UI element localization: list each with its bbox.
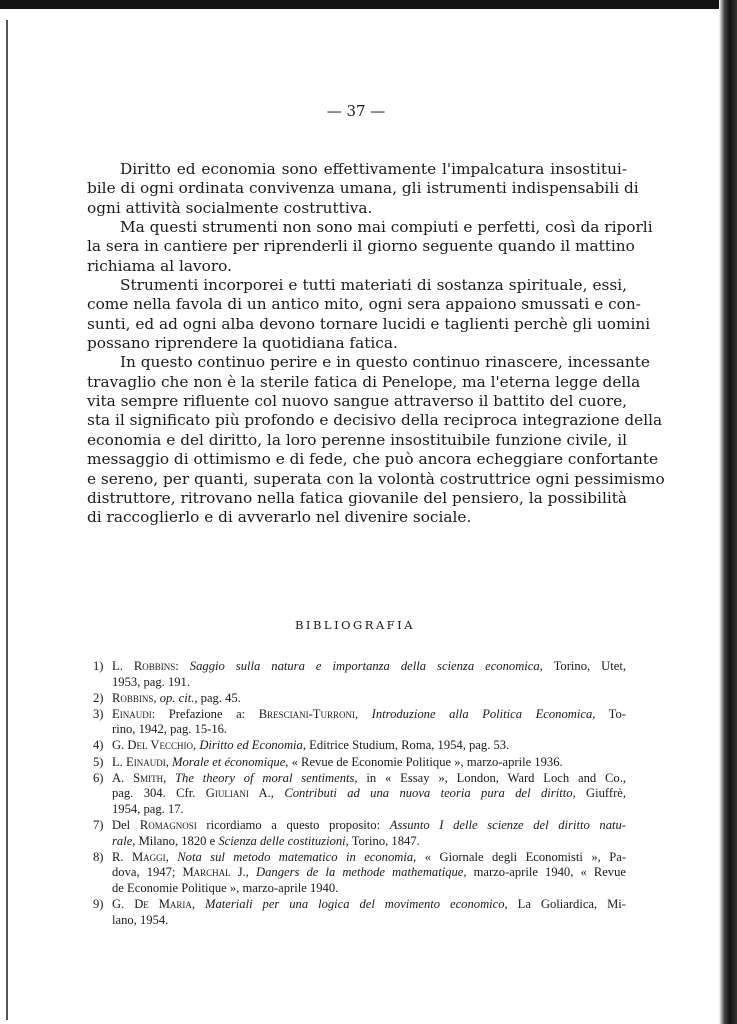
entry-text: Editrice Studium, Roma, 1954, pag. 53. — [306, 738, 510, 753]
entry-text: A., — [248, 786, 285, 801]
entry-number: 1) — [93, 659, 104, 673]
entry-line — [112, 865, 626, 881]
scan-top-border — [0, 0, 737, 9]
text-line: Strumenti incorporei e tutti materiati di sostanza spirituale, essi, — [120, 276, 627, 295]
entry-text: « Giornale degli Economisti », Pa- — [416, 849, 627, 864]
author-name: Einaudi — [126, 754, 166, 769]
entry-text: To- — [595, 706, 626, 721]
entry-line — [112, 771, 626, 787]
entry-text: dova, 1947; — [112, 865, 183, 880]
entry-line — [112, 738, 626, 754]
text-line: richiama al lavoro. — [87, 256, 232, 275]
entry-line — [112, 850, 626, 866]
author-name: Robbins — [112, 690, 154, 705]
entry-text: Del — [112, 817, 140, 832]
entry-text: de Economie Politique », marzo-aprile 1940. — [112, 880, 339, 895]
entry-text: R. — [112, 849, 132, 864]
entry-text: : — [175, 659, 190, 673]
author-name: Bresciani-Turroni — [258, 706, 355, 721]
text-line: di raccoglierlo e di avverarlo nel divenire sociale. — [87, 508, 472, 527]
bibliography-entry — [93, 707, 626, 738]
author-name: Maggi — [131, 849, 166, 864]
author-name: De Maria — [134, 896, 192, 911]
bibliography-entry — [93, 771, 626, 818]
entry-text: , — [165, 849, 178, 864]
entry-line — [112, 786, 626, 802]
title-text: Assunto I delle scienze del diritto natu- — [389, 817, 626, 832]
bibliography-entry — [93, 850, 626, 897]
text-line: e sereno, per quanti, superata con la volontà costruttrice ogni pessimismo — [87, 469, 665, 488]
entry-text: 1954, pag. 17. — [112, 801, 184, 816]
entry-text: La Goliardica, Mi- — [507, 896, 626, 911]
entry-line — [112, 818, 626, 834]
entry-text: 1953, pag. 191. — [112, 674, 191, 689]
title-text: The theory of moral sentiments, — [175, 770, 358, 785]
entry-text: rino, 1942, pag. 15-16. — [112, 722, 228, 737]
text-line: Ma questi strumenti non sono mai compiuti e perfetti, così da riporli — [120, 218, 653, 237]
entry-text: Torino, 1847. — [348, 833, 420, 848]
entry-number: 4) — [93, 738, 104, 753]
entry-text: : Prefazione a: — [151, 706, 259, 721]
entry-text: pag. 45. — [197, 690, 241, 705]
text-line: vita sempre rifluente col nuovo sangue attraverso il battito del cuore, — [87, 392, 628, 411]
bibliography-entry — [93, 755, 626, 771]
title-text: Materiali per una logica del movimento economico, — [205, 896, 508, 911]
entry-text: G. — [112, 896, 135, 911]
entry-text: , — [191, 896, 206, 911]
entry-line — [112, 881, 626, 897]
paragraph — [87, 353, 665, 527]
entry-text: Torino, Utet, — [542, 659, 626, 673]
entry-text: pag. 304. Cfr. — [112, 786, 206, 801]
text-line: sunti, ed ad ogni alba devono tornare lucidi e taglienti perchè gli uomini — [87, 314, 651, 333]
entry-text: , — [165, 754, 172, 769]
bibliography-entry — [93, 659, 626, 690]
entry-line — [112, 675, 626, 691]
text-line: possano riprendere la quotidiana fatica. — [87, 334, 398, 353]
entry-line — [112, 834, 626, 850]
author-name: Del Vecchio — [127, 738, 194, 753]
paragraph — [87, 160, 639, 218]
bibliography-entry — [93, 738, 626, 754]
author-name: Einaudi — [112, 706, 152, 721]
text-line: bile di ogni ordinata convivenza umana, gli istrumenti indispensabili di — [87, 179, 639, 198]
title-text: Diritto ed Economia, — [199, 738, 306, 753]
entry-text: G. — [112, 738, 128, 753]
entry-text: Giuffrè, — [575, 786, 627, 801]
bibliography-entry — [93, 691, 626, 707]
entry-text: , — [163, 770, 176, 785]
author-name: Smith — [133, 770, 164, 785]
entry-text: « Revue de Economie Politique », marzo-aprile 1936. — [288, 754, 563, 769]
text-line: come nella favola di un antico mito, ogni sera appaiono smussati e con- — [87, 295, 641, 314]
bibliography-title: BIBLIOGRAFIA — [294, 618, 416, 632]
entry-text: lano, 1954. — [112, 912, 169, 927]
scan-right-edge — [719, 0, 737, 1024]
entry-text: L. — [112, 659, 134, 673]
entry-line — [112, 722, 626, 738]
title-text: Scienza delle costituzioni, — [218, 833, 349, 848]
entry-line — [112, 691, 626, 707]
author-name: Robbins — [133, 659, 176, 673]
entry-line — [112, 897, 626, 913]
entry-text: , — [354, 706, 372, 721]
entry-text: Milano, 1820 e — [135, 833, 219, 848]
entry-number: 9) — [93, 896, 104, 911]
title-text: Dangers de la methode mathematique, — [256, 865, 467, 880]
entry-line — [112, 659, 626, 675]
entry-line — [112, 755, 626, 771]
entry-number: 8) — [93, 849, 104, 864]
author-name: Romagnosi — [139, 817, 197, 832]
paragraph — [87, 276, 651, 353]
title-text: Nota sul metodo matematico in economia, — [177, 849, 417, 864]
entry-text: , — [193, 738, 200, 753]
page-number: — 37 — — [326, 102, 386, 120]
title-text: op. cit., — [159, 690, 198, 705]
entry-number: 3) — [93, 706, 104, 721]
text-line: economia e del diritto, la loro perenne insostituibile funzione civile, il — [87, 430, 627, 449]
text-line: Diritto ed economia sono effettivamente l'impalcatura insostitui- — [120, 160, 627, 178]
entry-number: 6) — [93, 770, 104, 785]
text-line: sta il significato più profondo e decisivo della reciproca integrazione della — [87, 411, 663, 430]
bibliography-entry — [93, 897, 626, 928]
scan-left-edge — [6, 20, 8, 1020]
paragraph — [87, 218, 653, 276]
author-name: Marchal — [182, 865, 231, 880]
text-line: distruttore, ritrovano nella fatica giovanile del pensiero, la possibilità — [87, 488, 627, 507]
entry-text: A. — [112, 770, 134, 785]
entry-line — [112, 802, 626, 818]
entry-line — [112, 707, 626, 723]
text-line: travaglio che non è la sterile fatica di Penelope, ma l'eterna legge della — [87, 372, 641, 391]
entry-line — [112, 913, 626, 929]
body-text — [87, 160, 665, 528]
bibliography-list — [93, 659, 626, 929]
entry-text: L. — [112, 754, 126, 769]
title-text: rale, — [112, 833, 136, 848]
text-line: ogni attività socialmente costruttiva. — [87, 198, 373, 217]
entry-text: J., — [230, 865, 257, 880]
entry-number: 5) — [93, 754, 104, 769]
entry-text: , — [153, 690, 160, 705]
entry-text: marzo-aprile 1940, « Revue — [466, 865, 626, 880]
text-line: In questo continuo perire e in questo continuo rinascere, incessante — [120, 353, 650, 372]
text-line: la sera in cantiere per riprenderli il giorno seguente quando il mattino — [87, 237, 635, 256]
entry-text: ricordiamo a questo proposito: — [196, 817, 390, 832]
entry-number: 2) — [93, 690, 104, 705]
author-name: Giuliani — [205, 786, 249, 801]
entry-number: 7) — [93, 817, 104, 832]
bibliography-entry — [93, 818, 626, 849]
entry-text: in « Essay », London, Ward Loch and Co., — [357, 770, 626, 785]
title-text: Morale et économique, — [171, 754, 289, 769]
title-text: Saggio sulla natura e importanza della scienza economica, — [189, 659, 543, 673]
text-line: messaggio di ottimismo e di fede, che può ancora echeggiare confortante — [87, 450, 659, 469]
title-text: Introduzione alla Politica Economica, — [371, 706, 596, 721]
title-text: Contributi ad una nuova teoria pura del diritto, — [284, 786, 576, 801]
